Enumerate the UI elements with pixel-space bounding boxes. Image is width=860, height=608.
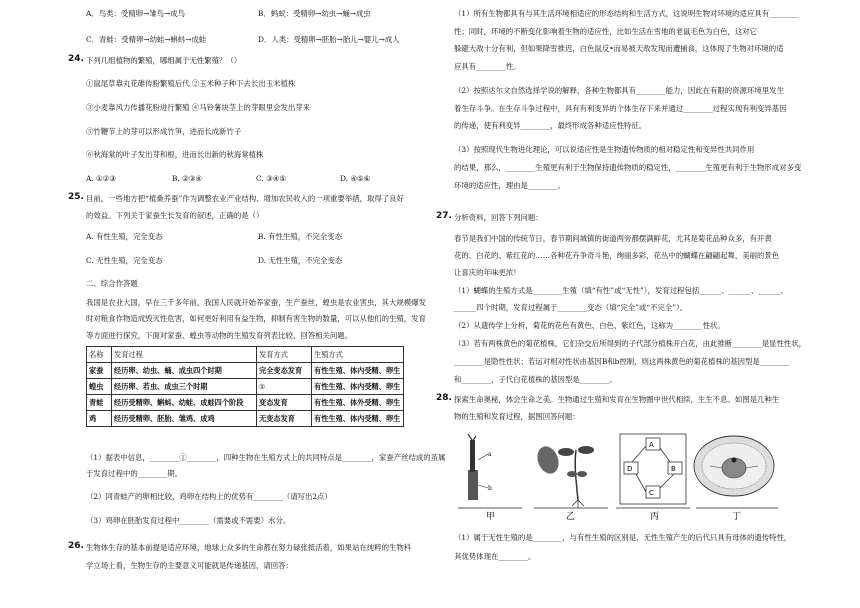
figure-ding-egg	[694, 436, 774, 496]
reproduction-figure	[458, 430, 780, 520]
figure-label-yi: 乙	[566, 512, 576, 520]
label-b: b	[488, 485, 492, 492]
qa-line-3: （2）同青蛙产的卵相比较，鸡卵在结构上的优势有________（请写出2点）	[86, 492, 332, 501]
table-cell: 经历卵、幼虫、蛹、成虫四个时期	[112, 363, 257, 379]
q28-part-line: （1）属于无性生殖的是________，与有性生殖的区别是，无性生殖产生的后代只具有母体的遗传特性，	[454, 533, 792, 542]
q27-passage-line: 春节是我们中国的传统节日，春节期间城镇的街道两旁都摆满鲜花，尤其是菊花品种众多，有开黄	[454, 234, 772, 243]
q25-option-a: A. 有性生殖，完全变态	[86, 232, 163, 241]
q24-item-1: ①鼠尾草靠丸花碓传粉繁殖后代 ②玉米种子种下去长出玉米植株	[86, 79, 296, 88]
passage-line-1: 我国是农业大国，早在三千多年前，我国人民就开始养家蚕，生产蚕丝，蝗虫是农业害虫，其大规模爆发	[86, 298, 426, 307]
table-row	[87, 379, 404, 395]
table-cell: 无变态发育	[257, 411, 312, 427]
table-cell: ①	[257, 379, 312, 395]
q24-stem: 下列几组植物的繁殖，哪组属于无性繁殖？（）	[86, 56, 242, 65]
q25-option-c: C. 无性生殖，完全变态	[86, 256, 163, 265]
table-row	[87, 395, 404, 411]
table-cell: 经历卵、若虫、成虫三个时期	[112, 379, 257, 395]
q25-stem-line2: 的效益。下列关于家蚕生长发育的叙述，正确的是（）	[86, 211, 264, 220]
q24-option-d: D. ④⑤⑥	[340, 174, 371, 183]
table-cell: 家蚕	[87, 363, 112, 379]
figure-label-bing: 丙	[650, 512, 660, 520]
q26-part-line: （1）所有生物都具有与其生活环境相适应的形态结构和生活方式，这说明生物对环境的适应具有________	[454, 9, 799, 18]
q27-title: 分析资料，回答下列问题：	[454, 213, 543, 222]
figure-yi-seedling	[534, 443, 594, 508]
table-row	[87, 411, 404, 427]
q26-part-line: 环境的适应性，理由是________。	[454, 181, 565, 190]
table-cell: 有性生殖、体内受精、卵生	[312, 363, 404, 379]
cycle-node-b: B	[671, 465, 676, 473]
table-header: 名称	[87, 347, 112, 363]
qa-line-4: （3）鸡卵在胚胎发育过程中________（需要或不需要）水分。	[86, 516, 291, 525]
q26-part-line: （2）按照达尔文自然选择学说的解释，各种生物都具有________能力，因此在有限的资源环境里发生	[454, 86, 784, 95]
table-header: 生殖方式	[312, 347, 404, 363]
table-header: 发育过程	[112, 347, 257, 363]
q27-part-line: （1）蝴蝶的生殖方式是________生殖（填“有性”或“无性”），发育过程包括______、______、______、	[454, 286, 788, 295]
q28-line-2: 物的生殖和发育过程，据图回答问题：	[454, 412, 580, 421]
q25-option-b: B. 有性生殖，不完全变态	[258, 232, 343, 241]
q27-part-line: 和________，子代白花植株的基因型是________。	[454, 375, 617, 384]
q27-passage-line: 花的、白花的、紫红花的……各种花卉争奇斗艳，绚丽多彩，花丛中的蝴蝶在翩翩起舞，美丽的景色	[454, 251, 780, 260]
q24-option-b: B. ②③④	[172, 174, 203, 183]
q25-number: 25.	[68, 192, 84, 202]
q27-part-line: ________是隐性性状；若运对相对性状由基因B和b控制，则这两株黄色的菊花植株的基因型是________	[454, 357, 790, 366]
q24-item-4: ⑥秋海棠的叶子发出芽和根，进而长出新的秋海棠植株	[86, 150, 264, 159]
q26-part-line: 的传递，使有利变异________，最终形成各种适应性特征。	[454, 121, 647, 130]
table-cell: 鸡	[87, 411, 112, 427]
q24-option-c: C. ③④⑤	[256, 174, 286, 183]
q24-number: 24.	[68, 54, 84, 64]
section-heading: 二、综合作答题	[86, 279, 138, 288]
q26-part-line: （3）按照现代生物进化理论，可以说适应性是生物遗传物质的相对稳定性和变异性共同作用	[454, 145, 755, 154]
q28-line-1: 探索生命奥秘，体会生命之美。生物通过生殖和发育在生物圈中世代相续，生生不息。如图是几种生	[454, 395, 780, 404]
table-cell: 有性生殖、体内受精、卵生	[312, 379, 404, 395]
q23-option-c: C．青蛙：受精卵→幼蛙→蝌蚪→成蛙	[86, 35, 207, 44]
passage-line-2: 时对粮食作物造成毁灭性危害，如何更好利用有益生物，抑制有害生物的数量，可以从他们的生殖，发育	[86, 314, 426, 323]
q24-option-a: A. ①②③	[86, 174, 116, 183]
table-cell: 经历受精卵、蝌蚪、幼蛙、成蛙四个阶段	[112, 395, 257, 411]
figure-label-ding: 丁	[732, 512, 742, 520]
table-cell: 经历受精卵、胚胎、雏鸡、成鸡	[112, 411, 257, 427]
q23-option-a: A．鸟类：受精卵→雏鸟→成鸟	[86, 9, 186, 18]
q26-line-1: 生物体生存的基本前提是适应环境，地球上众多的生命都在努力碌张抵活着，如果站在纯粹的生物科	[86, 543, 412, 552]
table-cell: 青蛙	[87, 395, 112, 411]
table-cell: 有性生殖、体内受精、卵生	[312, 411, 404, 427]
figure-jia-grafting	[468, 434, 488, 500]
q26-part-line: 的结果，那么，________生殖更有利于生物保持遗传物质的稳定性，________生殖更有利于生物形成对多变	[454, 163, 802, 172]
q26-part-line: 着生存斗争。在生存斗争过程中，具有有利变异的个体生存下来并通过________过程实现有利变异基因	[454, 104, 787, 113]
q26-part-line: 应具有________性。	[454, 62, 521, 71]
q26-number: 26.	[68, 541, 84, 551]
q24-item-2: ③小麦靠风力传播花粉进行繁殖 ④马铃薯块茎上的芽眼里会发出芽来	[86, 103, 311, 112]
q28-number: 28.	[436, 393, 452, 403]
q23-option-b: B．蚂蚁：受精卵→幼虫→蛹→成虫	[258, 9, 371, 18]
q27-passage-line: 让喜庆的年味更浓！	[454, 268, 521, 277]
table-cell: 有性生殖、体外受精、卵生	[312, 395, 404, 411]
q24-item-3: ⑤竹鞭节上的芽可以形成竹笋，进而长成新竹子	[86, 127, 242, 136]
qa-line-1: （1）据表中信息，________①________，四种生物在生殖方式上的共同特点是________，家蚕产丝结成的茧属	[86, 453, 446, 462]
table-header-row	[87, 347, 404, 363]
cycle-node-c: C	[649, 489, 654, 497]
q26-part-line: 性；同时，环境的不断变化影响着生物的适应性，比如生活在雪地的老鼠毛色为白色，这对它	[454, 27, 758, 36]
label-a: a	[488, 451, 492, 458]
table-header: 发育方式	[257, 347, 312, 363]
table-cell: 变态发育	[257, 395, 312, 411]
q26-part-line: 躲避大敌十分有利，但如果降雪推迟，白色鼠反•而易被天敌发现而遭捕食，这体现了生物对环境的适	[454, 44, 784, 53]
q25-option-d: D. 无性生殖，不完全变态	[258, 256, 343, 265]
reproduction-table	[86, 346, 404, 427]
q26-line-2: 学立场上看，生物生存的主要意义可能就是传递基因，请回答：	[86, 561, 293, 570]
q27-part-line: ______四个时期，发育过程属于________变态（填“完全”或“不完全”）。	[454, 303, 688, 312]
q23-option-d: D．人类：受精卵→胚胎→胎儿→婴儿→成人	[258, 35, 400, 44]
table-cell: 完全变态发育	[257, 363, 312, 379]
passage-line-3: 等方面进行探究，下面对家蚕、蝗虫等动物的生殖发育列表比较，回答相关问题。	[86, 331, 353, 340]
qa-line-2: 于发育过程中的________期。	[86, 469, 183, 478]
cycle-node-a: A	[649, 441, 654, 449]
q27-number: 27.	[436, 211, 452, 221]
q25-stem-line1: 目前，一些地方把“植桑养蚕”作为调整农业产业结构、增加农民收入的一项重要举措，取得了良好	[86, 194, 404, 203]
q27-part-line: （3）若有两株黄色的菊花植株，它们杂交后所得到的子代部分植株开白花，由此推断________是显性性状，	[454, 339, 807, 348]
table-cell: 蝗虫	[87, 379, 112, 395]
q28-part-line: 其优势体现在________。	[454, 552, 536, 561]
q27-part-line: （2）从遗传学上分析，菊花的花色有黄色、白色、紫红色，这称为________性状。	[454, 321, 725, 330]
table-row	[87, 363, 404, 379]
cycle-node-d: D	[627, 465, 633, 473]
figure-label-jia: 甲	[486, 512, 496, 520]
